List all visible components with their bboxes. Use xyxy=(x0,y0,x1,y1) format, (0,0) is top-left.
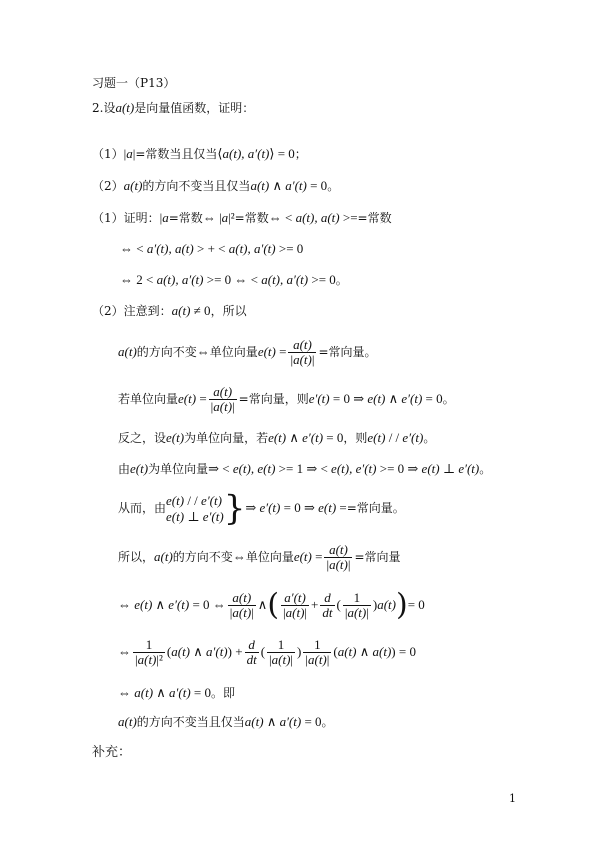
math-fraction: $\frac{1}{|a(t)|}$ xyxy=(269,637,294,667)
math-fraction: $\frac{a(t)}{|a(t)|}$ xyxy=(290,337,315,367)
text: 为单位向量，若 xyxy=(184,431,269,445)
math-expr: a(t) ∧ a′(t) = 0 xyxy=(244,714,322,729)
math-fraction: $\frac{1}{\text{|a(t)|²}}$ xyxy=(135,637,163,667)
proof2-line-1 xyxy=(118,335,377,369)
exercise-title: 习题一（P13） xyxy=(92,76,176,90)
proof1-t3: =常数 xyxy=(357,211,392,225)
math-e-t: e(t) = xyxy=(178,391,207,406)
proof1-t2: =常数 xyxy=(234,211,269,225)
part1-label: （1） xyxy=(92,147,124,161)
page-number: 1 xyxy=(509,792,516,805)
math-e-t: e(t) xyxy=(130,461,149,476)
part2-tail: 。 xyxy=(327,179,340,193)
text: 的方向不变当且仅当 xyxy=(136,715,245,729)
problem-part-1 xyxy=(92,146,307,162)
math-a-t: a(t) xyxy=(118,714,137,729)
math-a-nonzero: a(t) ≠ 0 xyxy=(171,303,211,318)
proof2-line-8 xyxy=(118,632,416,672)
math-fraction: $\frac{d}{dt}$ xyxy=(246,637,257,667)
text: =常向量。 xyxy=(346,501,405,515)
left-paren: ( xyxy=(267,587,280,623)
text: 。 xyxy=(479,462,492,476)
right-brace: } xyxy=(223,488,246,529)
math-expr: (a(t) ∧ a′(t)) + xyxy=(166,644,243,659)
proof1-line-2 xyxy=(120,241,303,257)
math-paren: ( xyxy=(336,597,341,612)
math-a-t: a(t) xyxy=(123,178,143,193)
problem-stmt-tail: 是向量值函数，证明： xyxy=(134,101,255,115)
math-expr: e(t) ∧ e′(t) = 0 xyxy=(268,430,344,445)
text: ，则 xyxy=(343,431,368,445)
math-e-t: e(t) xyxy=(166,430,185,445)
math-abs-a: |a xyxy=(159,210,169,225)
proof1-line-3 xyxy=(120,272,348,288)
part1-tail: ； xyxy=(294,147,307,161)
right-paren: ) xyxy=(395,587,408,623)
math-a-t: a(t) xyxy=(118,344,137,359)
proof2-line-10 xyxy=(118,714,334,730)
math-expr: ⇔ e(t) ∧ e′(t) = 0 ⇔ xyxy=(118,597,226,612)
math-fraction: $\frac{a'(t)}{|a(t)|}$ xyxy=(283,590,308,620)
text: 从而，由 xyxy=(118,501,167,515)
math-abs-a: |a| xyxy=(123,146,136,161)
math-expr: e(t) / / e′(t) xyxy=(367,430,424,445)
proof2-line-6 xyxy=(118,540,401,574)
math-paren: ( xyxy=(260,644,266,659)
text: 由 xyxy=(118,462,131,476)
text: 。 xyxy=(442,392,455,406)
text: 。 xyxy=(321,715,334,729)
math-iff: ⇔ xyxy=(118,644,131,659)
math-e-t: e(t) = xyxy=(257,344,287,359)
period: 。 xyxy=(335,273,348,287)
math-wedge: ∧ xyxy=(257,597,268,612)
proof1-t1: =常数 xyxy=(168,211,203,225)
text: 单位向量 xyxy=(245,550,294,564)
math-wedge-eq: a(t) ∧ a′(t) = 0 xyxy=(250,178,328,193)
math-expr: ⇔ a(t) ∧ a′(t) = 0 xyxy=(118,685,211,700)
text: 。 xyxy=(423,431,436,445)
math-fraction: $\frac{a(t)}{|a(t)|}$ xyxy=(210,384,235,414)
text: =常向量 xyxy=(354,550,401,564)
math-paren: ) xyxy=(297,644,302,659)
problem-statement xyxy=(92,100,254,116)
proof2-note-tail: ，所以 xyxy=(210,304,247,318)
part2-label: （2） xyxy=(92,179,124,193)
math-fraction: $\frac{a(t)}{|a(t)|}$ xyxy=(229,590,254,620)
math-expr: ⇔ 2 < a(t), a′(t) >= 0 ⇔ < a(t), a′(t) >= 0 xyxy=(120,272,336,287)
text: 反之，设 xyxy=(118,431,167,445)
part1-text: =常数当且仅当 xyxy=(135,147,218,161)
math-fraction: $\frac{a(t)}{|a(t)|}$ xyxy=(326,542,351,572)
supplement-heading: 补充： xyxy=(92,745,132,760)
math-e-t: e(t) = xyxy=(293,549,323,564)
math-fraction: $\frac{1}{|a(t)|}$ xyxy=(344,590,369,620)
math-a-t: a(t) xyxy=(154,549,173,564)
proof2-label: （2）注意到： xyxy=(92,304,172,318)
proof2-note xyxy=(92,303,247,319)
proof1-label: （1）证明： xyxy=(92,211,160,225)
text: =常向量。 xyxy=(318,345,377,359)
math-iff: ⇔ xyxy=(232,549,246,564)
proof2-line-2 xyxy=(118,382,455,416)
math-expr: ⇒ < e(t), e(t) >= 1 ⇒ < e(t), e′(t) >= 0 ⇒ e(t) ⊥ e′(t) xyxy=(208,461,480,476)
math-fraction: $\frac{1}{|a(t)|}$ xyxy=(305,637,330,667)
problem-stmt: 2.设 xyxy=(92,101,116,115)
math-expr: ⇒ e′(t) = 0 ⇒ e(t) = xyxy=(245,500,347,515)
proof2-line-9 xyxy=(118,685,235,701)
math-plus: + xyxy=(311,597,319,612)
proof2-line-7 xyxy=(118,585,425,625)
math-expr: e′(t) = 0 ⇒ e(t) ∧ e′(t) = 0 xyxy=(308,391,443,406)
math-iff: ⇔ |a|² xyxy=(202,210,235,225)
text: 的方向不变 xyxy=(172,550,233,564)
text: 单位向量 xyxy=(209,345,258,359)
proof2-line-4 xyxy=(118,461,491,477)
math-stack: e(t) / / e′(t) e(t) ⊥ e′(t) xyxy=(166,492,224,524)
text: 所以， xyxy=(118,550,155,564)
problem-part-2 xyxy=(92,178,339,194)
math-inner-a-a-prime: ⟨a(t), a′(t)⟩ = 0 xyxy=(217,146,295,161)
math-iff: ⇔ xyxy=(196,344,210,359)
math-expr: (a(t) ∧ a(t)) = 0 xyxy=(333,644,416,659)
text: 为单位向量 xyxy=(148,462,209,476)
proof2-line-3 xyxy=(118,430,435,446)
text: 。即 xyxy=(211,686,236,700)
proof1-line-1 xyxy=(92,210,392,226)
math-expr: )a(t) xyxy=(372,597,396,612)
text: 的方向不变 xyxy=(136,345,197,359)
math-iff-inner: ⇔ < a(t), a(t) >= xyxy=(268,210,358,225)
proof2-line-5 xyxy=(118,488,405,529)
text: 若单位向量 xyxy=(118,392,179,406)
math-expr: ⇔ < a′(t), a(t) > + < a(t), a′(t) >= 0 xyxy=(120,241,304,256)
part2-text: 的方向不变当且仅当 xyxy=(142,179,251,193)
text: =常向量，则 xyxy=(238,392,309,406)
math-fraction: $\frac{d}{dt}$ xyxy=(322,590,333,620)
math-a-t: a(t) xyxy=(115,100,135,115)
math-eq-zero: = 0 xyxy=(407,597,425,612)
